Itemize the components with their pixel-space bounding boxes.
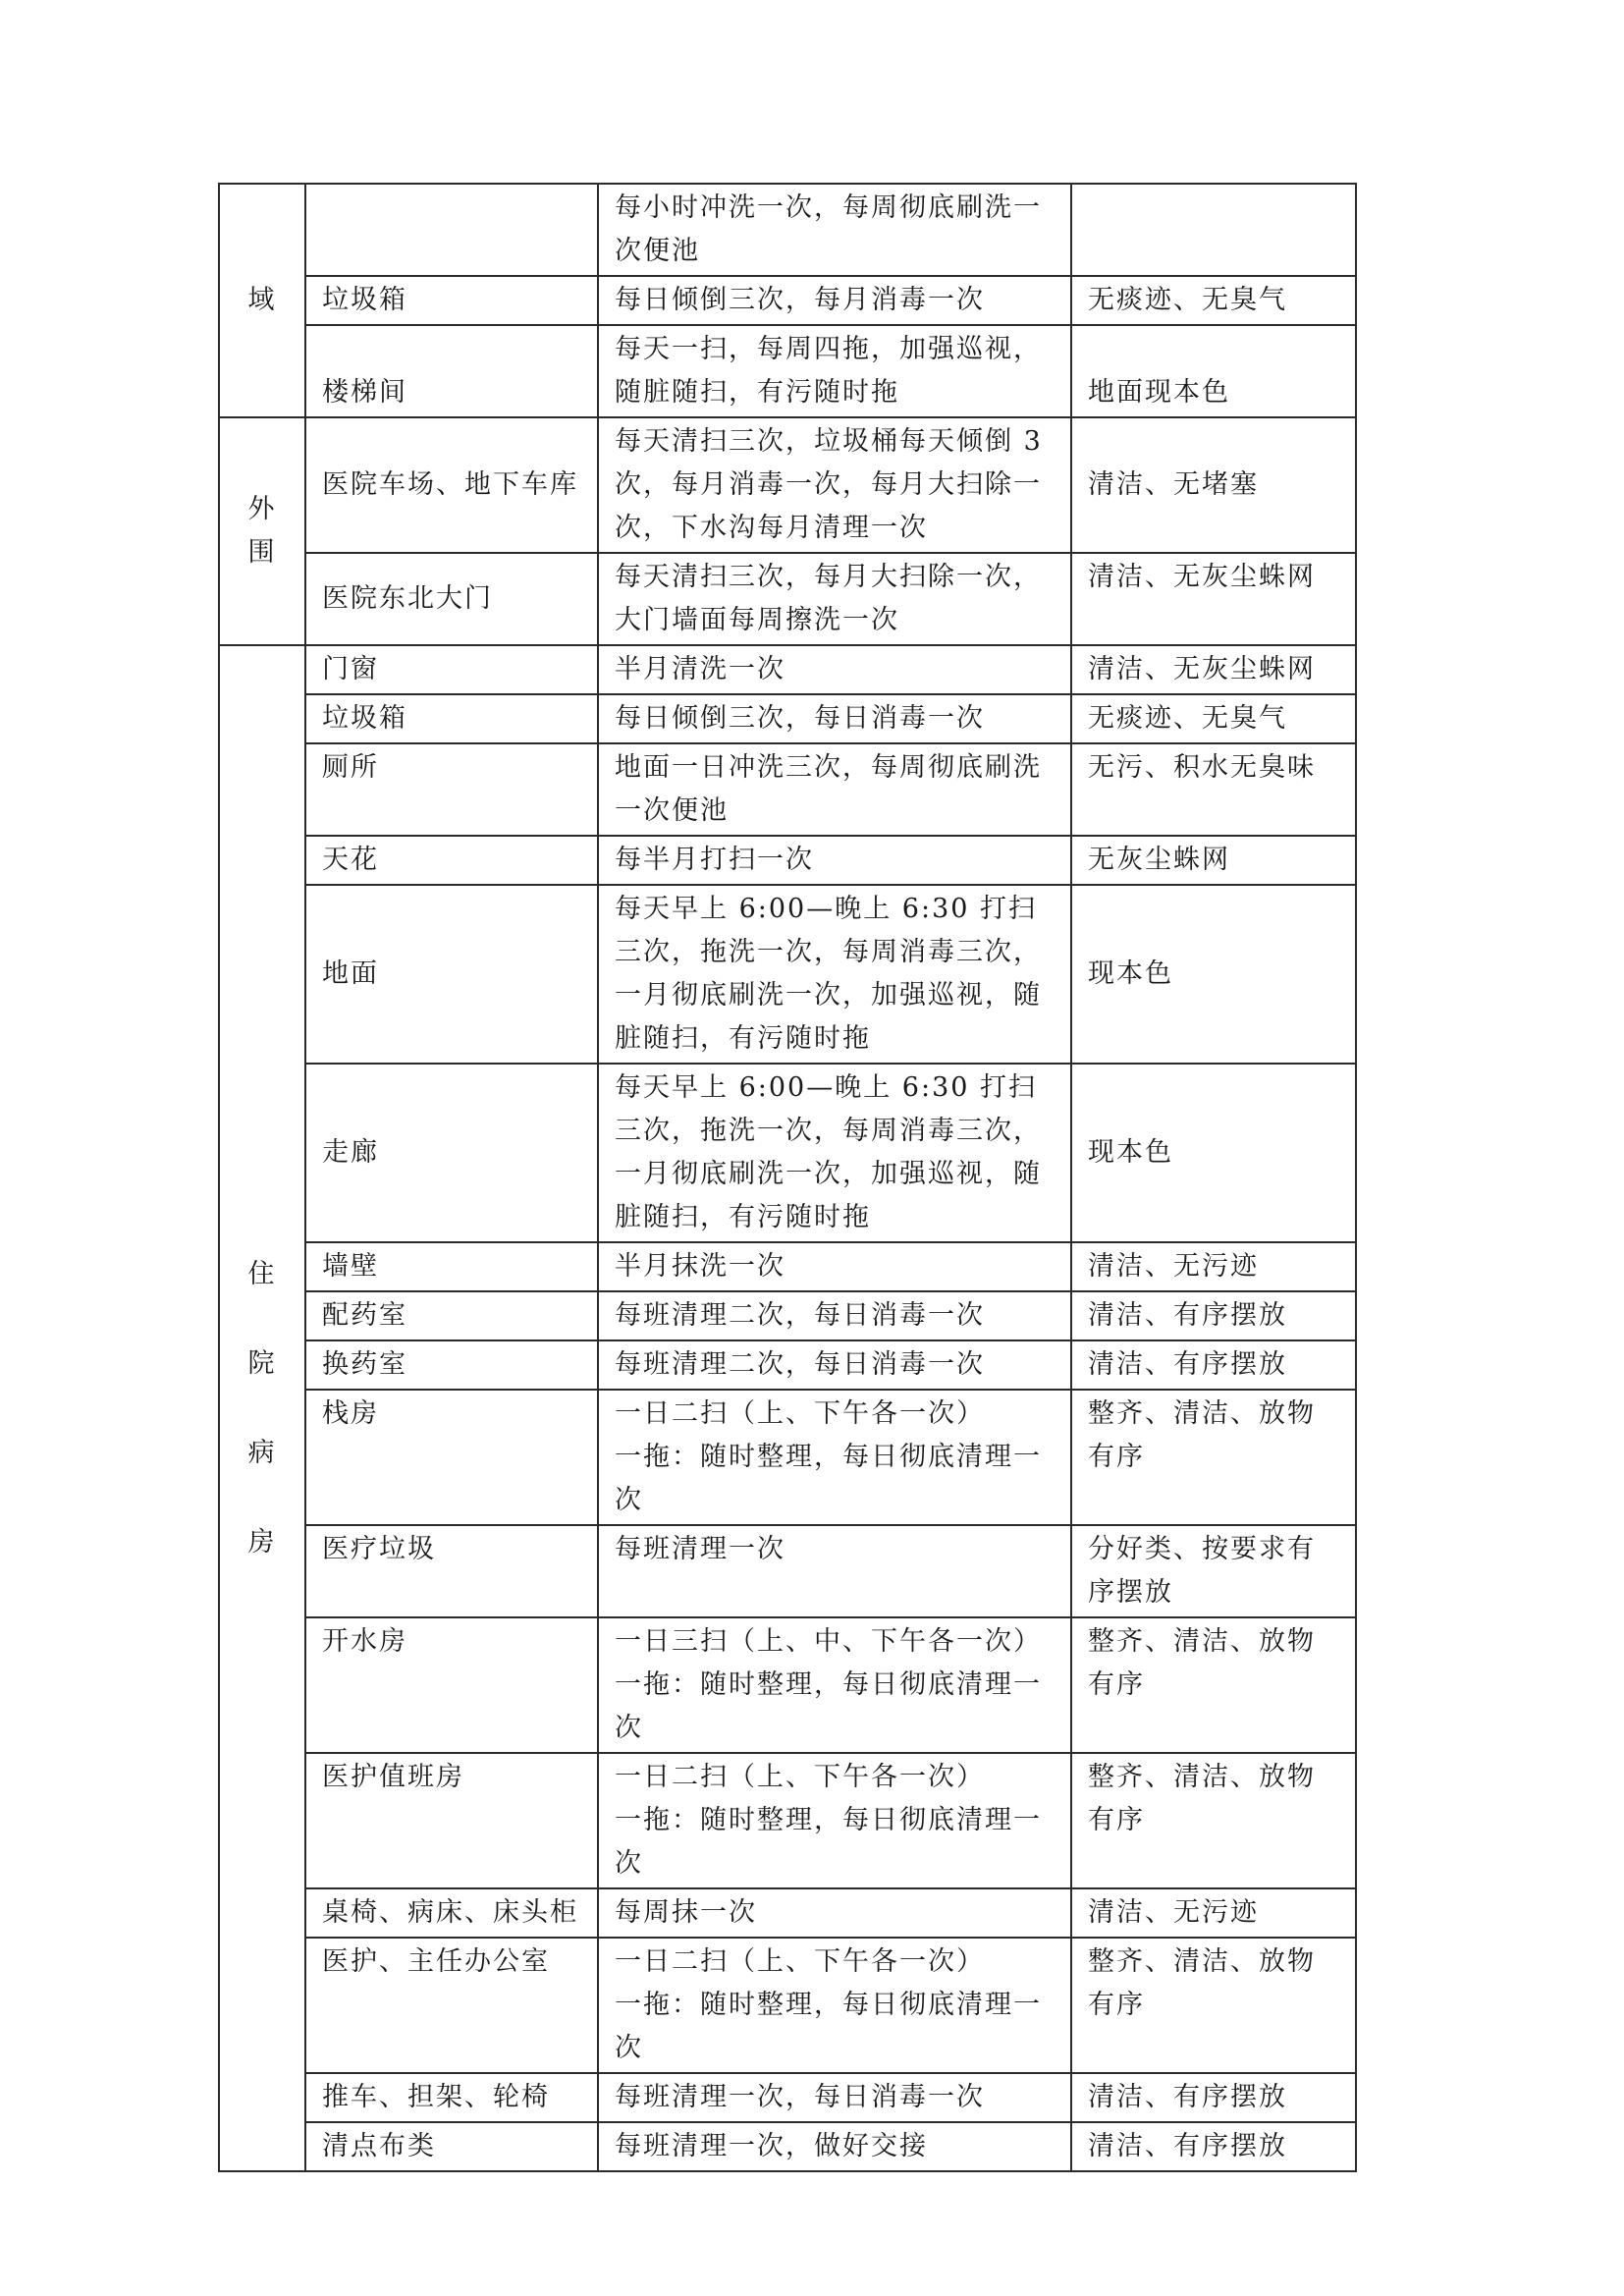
table-row bbox=[219, 553, 1356, 645]
table-row bbox=[219, 276, 1356, 325]
area-cell: 栈房 bbox=[305, 1390, 598, 1525]
frequency-text: 一拖：随时整理，每日彻底清理一次 bbox=[615, 1442, 1042, 1515]
table-row bbox=[219, 1938, 1356, 2073]
frequency-cell bbox=[598, 885, 1071, 1064]
area-cell: 桌椅、病床、床头柜 bbox=[305, 1888, 598, 1938]
frequency-text: 一日二扫（上、下午各一次） bbox=[615, 1946, 985, 1977]
section-label-text: 住院病房 bbox=[247, 1259, 277, 1558]
frequency-text: 地面一日冲洗三次，每周彻底刷洗一次便池 bbox=[615, 752, 1042, 826]
standard-cell: 无污、积水无臭味 bbox=[1071, 743, 1356, 836]
table-row bbox=[219, 743, 1356, 836]
frequency-text: 每天早上 6:00—晚上 6:30 打扫三次，拖洗一次，每周消毒三次，一月彻底刷洗一次，加强巡视，随脏随扫，有污随时拖 bbox=[615, 1072, 1042, 1232]
area-cell: 医院车场、地下车库 bbox=[305, 417, 598, 553]
frequency-text: 一日二扫（上、下午各一次） bbox=[615, 1398, 985, 1429]
frequency-cell bbox=[598, 325, 1071, 417]
area-cell: 天花 bbox=[305, 836, 598, 885]
area-cell: 医院东北大门 bbox=[305, 553, 598, 645]
frequency-text: 每半月打扫一次 bbox=[615, 845, 814, 875]
frequency-text: 每班清理二次，每日消毒一次 bbox=[615, 1300, 985, 1331]
frequency-cell bbox=[598, 417, 1071, 553]
frequency-cell bbox=[598, 1525, 1071, 1617]
frequency-text: 每班清理一次，做好交接 bbox=[615, 2131, 928, 2161]
area-cell: 换药室 bbox=[305, 1340, 598, 1390]
area-cell: 清点布类 bbox=[305, 2122, 598, 2171]
table-row bbox=[219, 2073, 1356, 2122]
table-row bbox=[219, 1753, 1356, 1888]
frequency-text: 每小时冲洗一次，每周彻底刷洗一次便池 bbox=[615, 192, 1042, 266]
table-row bbox=[219, 1390, 1356, 1525]
area-cell: 墙壁 bbox=[305, 1242, 598, 1291]
table-row bbox=[219, 694, 1356, 743]
frequency-text: 每班清理一次，每日消毒一次 bbox=[615, 2082, 985, 2112]
standard-cell: 整齐、清洁、放物有序 bbox=[1071, 1938, 1356, 2073]
area-cell: 开水房 bbox=[305, 1617, 598, 1753]
table-row bbox=[219, 2122, 1356, 2171]
table-row bbox=[219, 1291, 1356, 1340]
table-row bbox=[219, 1617, 1356, 1753]
frequency-cell bbox=[598, 694, 1071, 743]
frequency-cell bbox=[598, 836, 1071, 885]
standard-cell: 清洁、无污迹 bbox=[1071, 1242, 1356, 1291]
area-cell: 垃圾箱 bbox=[305, 276, 598, 325]
frequency-cell bbox=[598, 645, 1071, 694]
frequency-text: 每日倾倒三次，每月消毒一次 bbox=[615, 285, 985, 315]
table-row bbox=[219, 1888, 1356, 1938]
table-row bbox=[219, 1525, 1356, 1617]
frequency-cell bbox=[598, 184, 1071, 276]
table-row bbox=[219, 417, 1356, 553]
area-cell: 推车、担架、轮椅 bbox=[305, 2073, 598, 2122]
standard-cell: 整齐、清洁、放物有序 bbox=[1071, 1617, 1356, 1753]
standard-cell: 清洁、有序摆放 bbox=[1071, 1291, 1356, 1340]
frequency-cell bbox=[598, 1888, 1071, 1938]
table-row bbox=[219, 885, 1356, 1064]
frequency-text: 每周抹一次 bbox=[615, 1897, 757, 1928]
frequency-text: 每天清扫三次，垃圾桶每天倾倒 3次，每月消毒一次，每月大扫除一次，下水沟每月清理一次 bbox=[615, 426, 1043, 543]
section-label bbox=[219, 184, 305, 417]
frequency-cell bbox=[598, 1938, 1071, 2073]
frequency-text: 每班清理二次，每日消毒一次 bbox=[615, 1349, 985, 1380]
area-cell: 地面 bbox=[305, 885, 598, 1064]
section-label-text: 域 bbox=[247, 285, 277, 315]
frequency-cell bbox=[598, 553, 1071, 645]
standard-cell: 无痰迹、无臭气 bbox=[1071, 276, 1356, 325]
section-label-text: 外围 bbox=[247, 494, 277, 568]
frequency-text: 一拖：随时整理，每日彻底清理一次 bbox=[615, 1805, 1042, 1879]
area-cell: 医护、主任办公室 bbox=[305, 1938, 598, 2073]
frequency-text: 半月清洗一次 bbox=[615, 654, 785, 684]
frequency-cell bbox=[598, 2073, 1071, 2122]
frequency-text: 一拖：随时整理，每日彻底清理一次 bbox=[615, 1990, 1042, 2063]
table-row bbox=[219, 836, 1356, 885]
section-label bbox=[219, 645, 305, 2171]
frequency-text: 每日倾倒三次，每日消毒一次 bbox=[615, 703, 985, 734]
standard-cell: 现本色 bbox=[1071, 885, 1356, 1064]
table-row bbox=[219, 645, 1356, 694]
frequency-text: 每天一扫，每周四拖，加强巡视，随脏随扫，有污随时拖 bbox=[615, 334, 1042, 408]
standard-cell bbox=[1071, 184, 1356, 276]
area-cell: 楼梯间 bbox=[305, 325, 598, 417]
area-cell: 垃圾箱 bbox=[305, 694, 598, 743]
frequency-cell bbox=[598, 1291, 1071, 1340]
area-cell: 门窗 bbox=[305, 645, 598, 694]
standard-cell: 清洁、无灰尘蛛网 bbox=[1071, 553, 1356, 645]
area-cell: 走廊 bbox=[305, 1064, 598, 1242]
frequency-cell bbox=[598, 1753, 1071, 1888]
standard-cell: 清洁、有序摆放 bbox=[1071, 2122, 1356, 2171]
frequency-text: 一拖：随时整理，每日彻底清理一次 bbox=[615, 1669, 1042, 1743]
table-row bbox=[219, 1242, 1356, 1291]
standard-cell: 无痰迹、无臭气 bbox=[1071, 694, 1356, 743]
standard-cell: 清洁、无污迹 bbox=[1071, 1888, 1356, 1938]
frequency-text: 每天清扫三次，每月大扫除一次，大门墙面每周擦洗一次 bbox=[615, 562, 1042, 635]
frequency-cell bbox=[598, 2122, 1071, 2171]
table-row bbox=[219, 1340, 1356, 1390]
frequency-text: 一日三扫（上、中、下午各一次） bbox=[615, 1626, 1042, 1657]
standard-cell: 清洁、有序摆放 bbox=[1071, 2073, 1356, 2122]
frequency-text: 半月抹洗一次 bbox=[615, 1251, 785, 1282]
table-row bbox=[219, 325, 1356, 417]
area-cell: 厕所 bbox=[305, 743, 598, 836]
frequency-cell bbox=[598, 743, 1071, 836]
standard-cell: 整齐、清洁、放物有序 bbox=[1071, 1390, 1356, 1525]
table-row bbox=[219, 184, 1356, 276]
frequency-text: 每班清理一次 bbox=[615, 1534, 785, 1564]
frequency-cell bbox=[598, 1617, 1071, 1753]
standard-cell: 整齐、清洁、放物有序 bbox=[1071, 1753, 1356, 1888]
section-label bbox=[219, 417, 305, 645]
standard-cell: 现本色 bbox=[1071, 1064, 1356, 1242]
standard-cell: 清洁、有序摆放 bbox=[1071, 1340, 1356, 1390]
table-row bbox=[219, 1064, 1356, 1242]
frequency-cell bbox=[598, 276, 1071, 325]
area-cell: 医护值班房 bbox=[305, 1753, 598, 1888]
frequency-text: 每天早上 6:00—晚上 6:30 打扫三次，拖洗一次，每周消毒三次，一月彻底刷洗一次，加强巡视，随脏随扫，有污随时拖 bbox=[615, 894, 1042, 1054]
frequency-cell bbox=[598, 1390, 1071, 1525]
area-cell: 配药室 bbox=[305, 1291, 598, 1340]
frequency-cell bbox=[598, 1064, 1071, 1242]
frequency-text: 一日二扫（上、下午各一次） bbox=[615, 1762, 985, 1792]
area-cell: 医疗垃圾 bbox=[305, 1525, 598, 1617]
table-body bbox=[219, 184, 1356, 2171]
document-page bbox=[218, 183, 1355, 2172]
standard-cell: 清洁、无灰尘蛛网 bbox=[1071, 645, 1356, 694]
frequency-cell bbox=[598, 1340, 1071, 1390]
standard-cell: 清洁、无堵塞 bbox=[1071, 417, 1356, 553]
cleaning-schedule-table bbox=[218, 183, 1357, 2172]
area-cell bbox=[305, 184, 598, 276]
standard-cell: 分好类、按要求有序摆放 bbox=[1071, 1525, 1356, 1617]
frequency-cell bbox=[598, 1242, 1071, 1291]
standard-cell: 地面现本色 bbox=[1071, 325, 1356, 417]
standard-cell: 无灰尘蛛网 bbox=[1071, 836, 1356, 885]
